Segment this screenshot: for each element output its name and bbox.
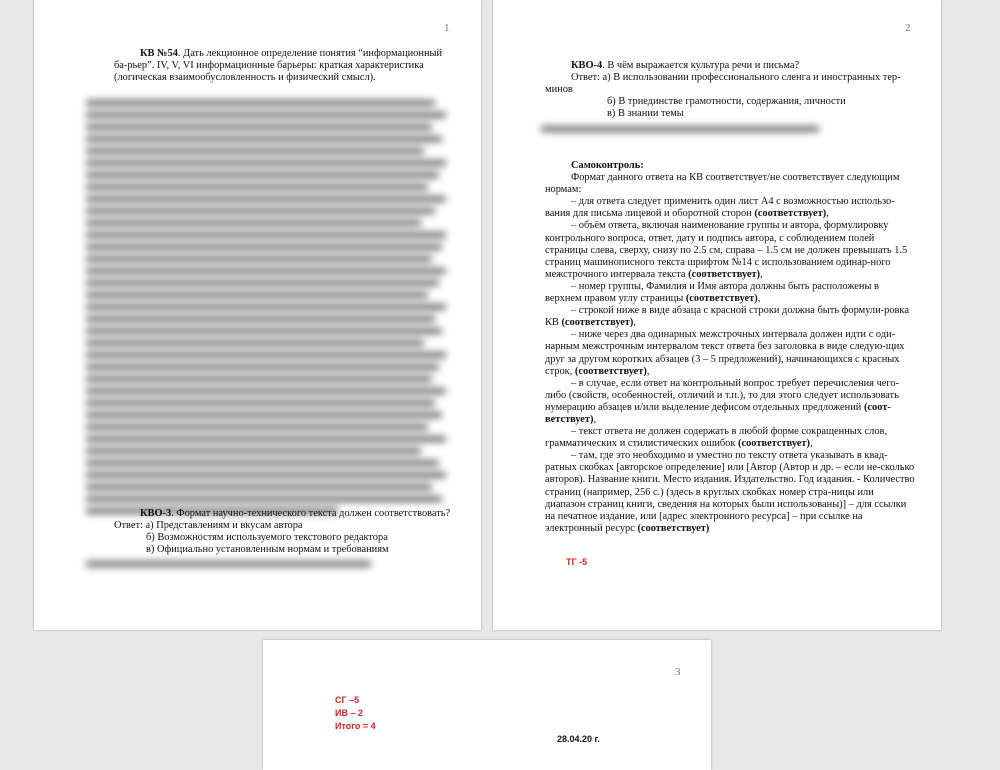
answer-prefix: Ответ: <box>114 520 146 532</box>
status-label: (соответствует) <box>637 522 710 534</box>
kv-54-question <box>114 48 449 84</box>
status-label: (соот-ветствует) <box>545 401 891 425</box>
kvo-4-text: . В чём выражается культура речи и письма? <box>602 60 800 71</box>
answer-prefix: Ответ: <box>571 72 603 84</box>
status-label: (соответствует) <box>754 208 827 220</box>
self-check-item: – для ответа следует применить один лист А4 с возможностью использо-вания для письма лицевой и оборотной сторон (соответствует), <box>545 196 895 220</box>
answer-option-b: б) Возможностям используемого текстового редактора <box>146 532 388 544</box>
kv-54-text: . Дать лекционное определение понятия “информационный ба-рьер”. IV, V, VI информационные барьеры: краткая характеристика (логическая взаимообусловленность и физический смысл). <box>114 48 443 84</box>
answer-option-c: в) Официально установленным нормам и требованиям <box>146 544 389 556</box>
tg-score: ТГ -5 <box>566 557 588 567</box>
document-page-2 <box>493 0 941 630</box>
iv-score: ИВ – 2 <box>335 708 363 718</box>
total-score: Итого = 4 <box>335 721 376 731</box>
blurred-answer-line <box>86 561 371 573</box>
self-check-item: – в случае, если ответ на контрольный вопрос требует перечисления чего-либо (свойств, особенностей, отличий и т.п.), то для этого следует использовать нумерацию абзацев и/или выделение дефисом отдельных предложений (соот-ветствует), <box>545 377 900 425</box>
kvo-4-label: КВО-4 <box>571 60 603 71</box>
kvo-3-question <box>114 508 454 556</box>
self-check-item: – ниже через два одинарных межстрочных интервала должен идти с оди-нарным межстрочным интервалом текст ответа без заголовка в виде следую-щих друг за другом коротких абзацев (3 – 5 предложений), начинающихся с красных строк, (соответствует), <box>545 329 905 377</box>
self-check-item: – объём ответа, включая наименование группы и автора, формулировку контрольного вопроса, ответ, дату и подпись автора, с соблюдением полей страницы слева, сверху, снизу по 2.5 см, справа – 1.5 см не должен превышать 1.5 страниц машинописного текста шрифтом №14 с использованием одинар-ного межстрочного интервала текста (соответствует), <box>545 220 908 280</box>
kv-54-label: КВ №54 <box>140 48 178 59</box>
answer-option-a: а) Представлениям и вкусам автора <box>145 520 303 532</box>
answer-option-c: в) В знании темы <box>607 108 684 120</box>
answer-option-b: б) В триединстве грамотности, содержания, личности <box>607 96 846 108</box>
answer-option-a: а) В использовании профессионального сленга и иностранных тер-минов <box>545 72 901 96</box>
status-label: (соответствует) <box>561 317 634 329</box>
document-page-3 <box>263 640 711 770</box>
self-check-section <box>545 160 915 535</box>
status-label: (соответствует) <box>574 365 647 377</box>
status-label: (соответствует) <box>738 438 810 450</box>
document-page-1 <box>34 0 481 630</box>
kvo-3-text: . Формат научно-технического текста должен соответствовать? <box>171 508 451 519</box>
blurred-answer-text <box>86 100 446 520</box>
page-number: 2 <box>905 22 911 34</box>
self-check-item: – там, где это необходимо и уместно по тексту ответа указывать в квад-ратных скобках [авторское определение] или [Автор (Автор и др. – если не-сколько авторов). Название книги. Место издания. Издательство. Год издания. - Количество страниц (например, 256 с.) (здесь в круглых скобках номер стра-ницы или диапазон страниц книги, сведения на которых были использованы)] – для ссылки на печатное издание, или [адрес электронного ресурса] – при ссылке на электронный ресурс (соответствует) <box>545 450 915 534</box>
self-check-title: Самоконтроль: <box>571 160 644 171</box>
self-check-intro: Формат данного ответа на КВ соответствует/не соответствует следующим нормам: <box>545 172 900 196</box>
document-date: 28.04.20 г. <box>557 734 600 744</box>
status-label: (соответствует) <box>688 268 761 280</box>
sg-score: СГ –5 <box>335 695 360 705</box>
kvo-3-label: КВО-3 <box>140 508 172 519</box>
kvo-4-question <box>545 60 915 120</box>
page-number: 1 <box>444 22 450 34</box>
self-check-item: – номер группы, Фамилия и Имя автора должны быть расположены в верхнем правом углу страницы (соответствует), <box>545 280 879 305</box>
status-label: (соответствует) <box>685 293 758 305</box>
blurred-answer-line <box>541 126 819 138</box>
score-block <box>335 694 376 733</box>
self-check-item: – текст ответа не должен содержать в любой форме сокращенных слов, грамматических и стилистических ошибок (соответствует), <box>545 426 888 450</box>
page-number: 3 <box>675 666 681 678</box>
self-check-item: – строкой ниже в виде абзаца с красной строки должна быть формули-ровка КВ (соответствует), <box>545 305 909 329</box>
